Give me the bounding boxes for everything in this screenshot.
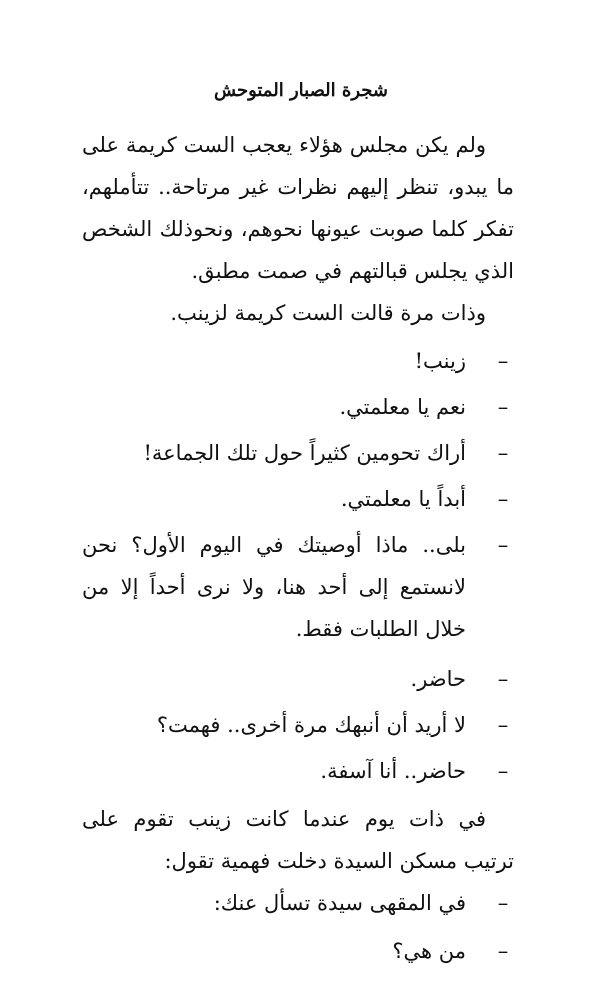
paragraph: ولم يكن مجلس هؤلاء يعجب الست كريمة على ما يبدو، تنظر إليهم نظرات غير مرتاحة.. تتأملهم، تفكر كلما صوبت عيونها نحوهم، ونحوذلك الشخص الذي يجلس قبالتهم في صمت مطبق. xyxy=(82,133,514,283)
dialogue-line xyxy=(82,478,514,520)
dialogue-line xyxy=(82,930,514,972)
chapter-title: شجرة الصبار المتوحش xyxy=(214,80,388,101)
dialogue-line xyxy=(82,432,514,474)
dialogue-line xyxy=(82,340,514,382)
paragraph: في ذات يوم عندما كانت زينب تقوم على ترتيب مسكن السيدة دخلت فهمية تقول: xyxy=(82,807,514,873)
dialogue-text: نعم يا معلمتي. xyxy=(339,395,466,419)
dialogue-dash: – xyxy=(497,441,509,465)
dialogue-line xyxy=(82,658,514,700)
dialogue-dash: – xyxy=(497,395,509,419)
dialogue-dash: – xyxy=(497,487,509,511)
dialogue-dash: – xyxy=(497,713,509,737)
dialogue-line xyxy=(82,704,514,746)
dialogue-dash: – xyxy=(497,939,509,963)
dialogue-text: أراك تحومين كثيراً حول تلك الجماعة! xyxy=(143,441,466,465)
dialogue-dash: – xyxy=(497,667,509,691)
dialogue-dash: – xyxy=(497,533,509,557)
dialogue-dash: – xyxy=(497,759,509,783)
dialogue-text: من هي؟ xyxy=(392,939,466,963)
dialogue-dash: – xyxy=(497,891,509,915)
dialogue-text: حاضر.. أنا آسفة. xyxy=(320,759,466,783)
dialogue-text: لا أريد أن أنبهك مرة أخرى.. فهمت؟ xyxy=(156,713,466,737)
dialogue-dash: – xyxy=(497,349,509,373)
dialogue-text: حاضر. xyxy=(410,667,466,691)
dialogue-text: زينب! xyxy=(414,349,466,373)
paragraph: وذات مرة قالت الست كريمة لزينب. xyxy=(170,301,486,325)
dialogue-line xyxy=(82,386,514,428)
dialogue-line xyxy=(82,750,514,792)
dialogue-text: بلى.. ماذا أوصيتك في اليوم الأول؟ نحن لانستمع إلى أحد هنا، ولا نرى أحداً إلا من خلال الطلبات فقط. xyxy=(82,533,466,641)
dialogue-line xyxy=(82,524,514,650)
dialogue-text: في المقهى سيدة تسأل عنك: xyxy=(213,891,466,915)
dialogue-line xyxy=(82,882,514,924)
dialogue-text: أبداً يا معلمتي. xyxy=(340,487,466,511)
